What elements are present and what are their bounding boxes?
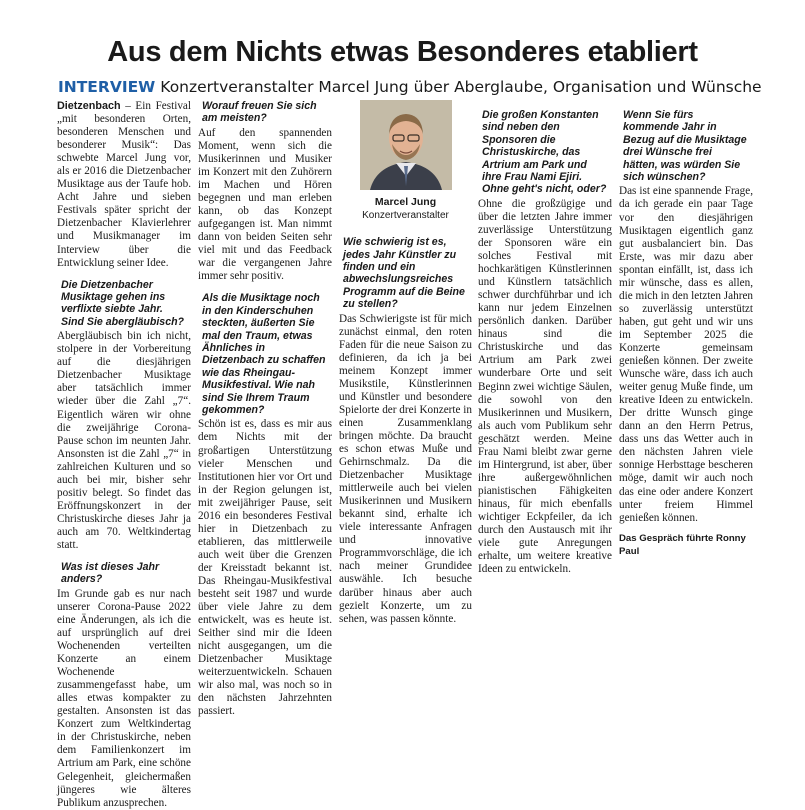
photo-caption-role: Konzertveranstalter [362, 210, 449, 222]
question-4: Als die Musiktage noch in den Kinderschuhen steckten, äußerten Sie mal den Traum, etwas Ähnliches in Dietzenbach zu schaffen wie das Rheingau-Musikfestival. Wie nah sind Sie Ihrem Traum gekommen? [202, 292, 326, 417]
answer-5: Das Schwierigste ist für mich zunächst einmal, den roten Faden für die neue Saison zu definieren, da ich ja bei meinem Konzept immer Musikstile, Künstlerinnen und Künstler und besondere Spielorte der drei Konzerte in einen Zusammenklang bringen möchte. Da braucht es schon etwas Muße und Gehirnschmalz. Da die Dietzenbacher Musiktage mittlerweile auch bei vielen Musikerinnen und Musikern bekannt sind, erhalte ich viele interessante Anfragen und innovative Programmvorschläge, die ich nach meiner Grundidee auswähle. Ich besuche darüber hinaus aber auch gezielt Konzerte, um zu sehen, was passen könnte. [339, 312, 472, 625]
article-column-5 [619, 100, 753, 558]
question-5: Wie schwierig ist es, jedes Jahr Künstler zu finden und ein abwechslungsreiches Programm auf die Beine zu stellen? [343, 236, 465, 311]
answer-1: Abergläubisch bin ich nicht, stolpere in der Vorbereitung auf die diesjährigen Dietzenbacher Musiktage aber tatsächlich immer wieder über die Zahl „7“. Eigentlich wären wir ohne die zweijährige Corona-Pause schon im neunten Jahr. Ansonsten ist die Zahl „7“ in zahlreichen Kulturen und so auch bei mir, bisher sehr positiv belegt. So findet das Eröffnungskonzert in der Christuskirche dieses Jahr ja auch am 70. Weltkindertag statt. [57, 330, 191, 551]
portrait-photo [360, 100, 452, 190]
article-column-2 [198, 100, 332, 719]
intro-text: – Ein Festival „mit besonderen Orten, besonderen Menschen und besonderer Musik“: Das schwebte Marcel Jung vor, als er 2016 die Dietzenbacher Musiktage aus der Taufe hob. Acht Jahre und sieben Festivals später spricht der Dietzenbacher Klavierlehrer und Musikmanager im Interview über die Entwicklung seiner Idee. [57, 100, 191, 269]
answer-7: Das ist eine spannende Frage, da ich gerade ein paar Tage vor den diesjährigen Musiktagen eigentlich ganz gut ausbalanciert bin. Das Erste, was mir dazu aber spontan einfällt, ist, dass ich mir wünsche, dass es allen, die mich in den letzten Jahren so zuverlässig unterstützt haben, gut geht und wir uns im September 2025 die Konzerte gemeinsam genießen können. Der zweite Wunsche wäre, dass ich auch weiter genug Muße finde, um kreative Ideen zu entwickeln. Der dritte Wunsch ginge dann an den Herrn Petrus, dass uns das Wetter auch in den nächsten Jahren viele sonnige Herbsttage bescheren möge, damit wir auch noch das eine oder andere Konzert unter freiem Himmel genießen können. [619, 185, 753, 524]
article-column-1 [57, 100, 191, 810]
article-column-4 [478, 100, 612, 576]
question-6: Die großen Konstanten sind neben den Sponsoren die Christuskirche, das Artrium am Park und ihre Frau Nami Ejiri. Ohne geht's nicht, oder? [482, 109, 607, 196]
dateline: Dietzenbach [57, 100, 121, 112]
article-column-3 [339, 100, 472, 626]
author-credit: Das Gespräch führte Ronny Paul [619, 532, 746, 557]
subheadline: Konzertveranstalter Marcel Jung über Aberglaube, Organisation und Wünsche [160, 78, 762, 96]
answer-3: Auf den spannenden Moment, wenn sich die Musikerinnen und Musiker im Konzert mit den Zuhörern im Machen und Hören begegnen und man erleben kann, ob das Konzept aufgegangen ist. Man nimmt dann von beiden Seiten sehr viel mit und das Feedback war die vergangenen Jahre immer sehr positiv. [198, 126, 332, 283]
intro-paragraph [57, 100, 191, 270]
answer-6: Ohne die großzügige und über die letzten Jahre immer zuverlässige Unterstützung der Sponsoren wäre ein solches Festival mit hochkarätigen Künstlerinnen und Künstlern tatsächlich schwer durchführbar und ich kann nur jedem Einzelnen persönlich danken. Darüber hinaus sind die Christuskirche und das Artrium am Park zwei wunderbare Orte und seit Beginn zwei wichtige Säulen, die sowohl von den Musikerinnen und Musikern, als auch vom Publikum sehr geschätzt werden. Meine Frau Nami bleibt zwar gerne im Hintergrund, ist aber, über ihre außergewöhnlichen pianistischen Fähigkeiten hinaus, für mich ebenfalls wichtiger Eckpfeiler, da ich durch den Austausch mit ihr viele gute Anregungen erhalte, um weitere kreative Ideen zu entwickeln. [478, 197, 612, 576]
answer-4: Schön ist es, dass es mir aus dem Nichts mit der großartigen Unterstützung vieler Menschen und Institutionen hier vor Ort und in der Region gelungen ist, mit zweijähriger Pause, seit 2016 ein besonderes Festival hier in Dietzenbach zu etablieren, das mittlerweile auch weit über die Grenzen der Kreisstadt bekannt ist. Das Rheingau-Musikfestival besteht seit 1987 und wurde über viele Jahre zu dem entwickelt, was es heute ist. Seither sind mir die Ideen nicht ausgegangen, um die Dietzenbacher Musiktage weiterzuentwickeln. Schauen wir also mal, was noch so in den nächsten Jahrzehnten passiert. [198, 418, 332, 718]
kicker: INTERVIEW [58, 78, 156, 96]
question-2: Was ist dieses Jahr anders? [61, 561, 160, 586]
subheadline-row [58, 78, 762, 96]
question-3: Worauf freuen Sie sich am meisten? [202, 100, 317, 125]
question-1: Die Dietzenbacher Musiktage gehen ins verflixte siebte Jahr. Sind Sie abergläubisch? [61, 278, 185, 328]
photo-caption-name: Marcel Jung [374, 196, 437, 208]
headline: Aus dem Nichts etwas Besonderes etabliert [107, 36, 698, 68]
question-7: Wenn Sie fürs kommende Jahr in Bezug auf die Musiktage drei Wünsche frei hätten, was würden Sie sich wünschen? [623, 109, 747, 184]
answer-2: Im Grunde gab es nur nach unserer Corona-Pause 2022 eine Änderungen, als ich die auf ursprünglich auf drei Wochenenden verteilten Konzerte an einem Wochenende zusammengefasst habe, um alles etwas kompakter zu gestalten. Ansonsten ist das Konzert zum Weltkindertag in der Christuskirche, neben dem Familienkonzert im Artrium am Park, eine schöne Gelegenheit, gleichermaßen jüngeres wie älteres Publikum anzusprechen. [57, 587, 191, 809]
